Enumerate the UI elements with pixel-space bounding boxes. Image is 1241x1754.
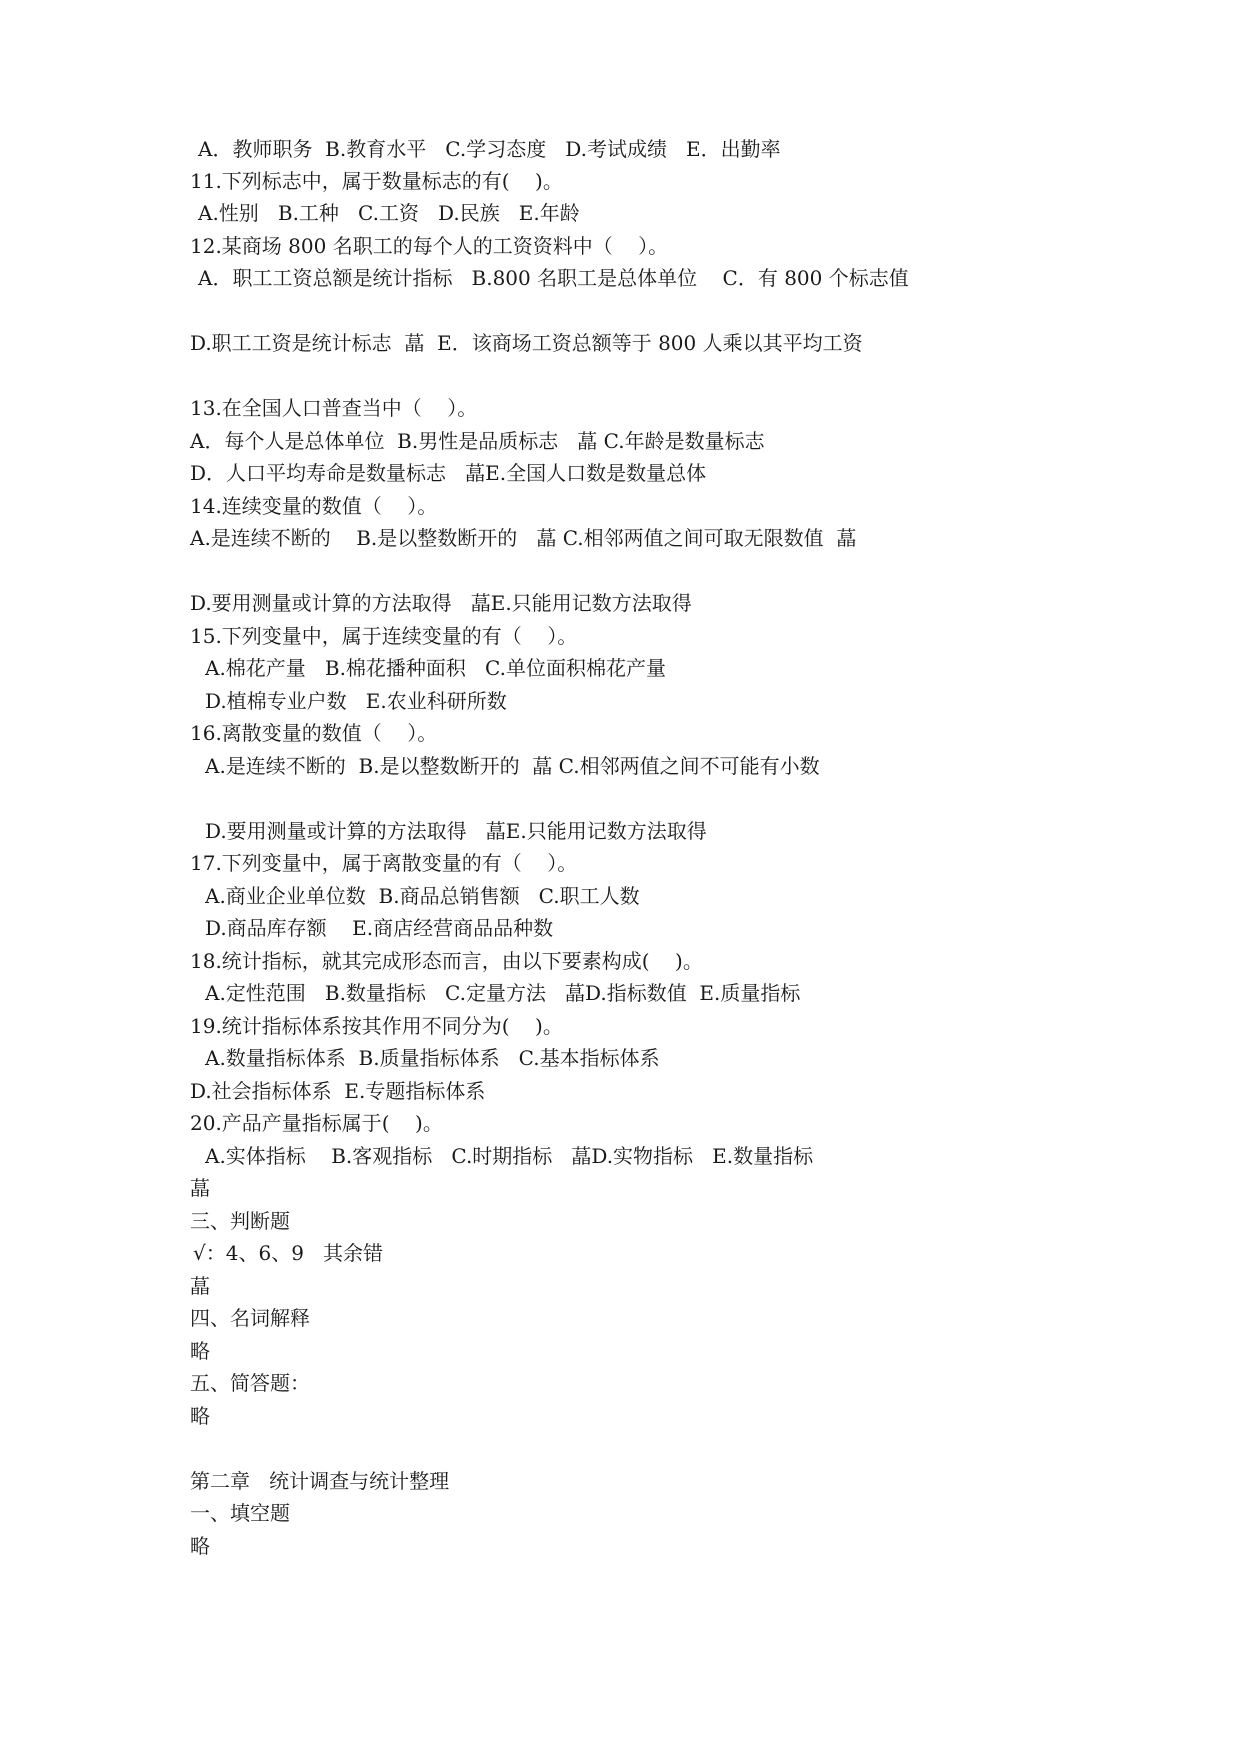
q11-question: 11.下列标志中，属于数量标志的有( )。 xyxy=(190,169,563,193)
q19-options-line2: D.社会指标体系 E.专题指标体系 xyxy=(190,1079,486,1103)
q10-options: A．教师职务 B.教育水平 C.学习态度 D.考试成绩 E．出勤率 xyxy=(198,137,781,161)
stray-glyph: 蕌 xyxy=(190,1176,210,1200)
section-heading-short-answer: 五、简答题： xyxy=(190,1371,310,1395)
q20-question: 20.产品产量指标属于( )。 xyxy=(190,1111,443,1135)
q14-options-line1: A.是连续不断的 B.是以整数断开的 蕌 C.相邻两值之间可取无限数值 蕌 xyxy=(190,526,857,550)
q14-options-line2: D.要用测量或计算的方法取得 蕌E.只能用记数方法取得 xyxy=(190,591,692,615)
q12-options-line1: A．职工工资总额是统计指标 B.800 名职工是总体单位 C．有 800 个标志值 xyxy=(198,266,909,290)
q13-question: 13.在全国人口普查当中（ ）。 xyxy=(190,396,478,420)
q15-options-line1: A.棉花产量 B.棉花播种面积 C.单位面积棉花产量 xyxy=(205,656,666,680)
section-heading-true-false: 三、判断题 xyxy=(190,1209,290,1233)
fill-blank-answer: 略 xyxy=(190,1534,210,1558)
q16-options-line1: A.是连续不断的 B.是以整数断开的 蕌 C.相邻两值之间不可能有小数 xyxy=(205,754,820,778)
q12-question: 12.某商场 800 名职工的每个人的工资资料中（ ）。 xyxy=(190,234,669,258)
q18-options: A.定性范围 B.数量指标 C.定量方法 蕌D.指标数值 E.质量指标 xyxy=(205,981,801,1005)
short-answer-answer: 略 xyxy=(190,1404,210,1428)
chapter-title: 第二章 统计调查与统计整理 xyxy=(190,1469,450,1493)
q16-options-line2: D.要用测量或计算的方法取得 蕌E.只能用记数方法取得 xyxy=(205,819,707,843)
q17-options-line2: D.商品库存额 E.商店经营商品品种数 xyxy=(205,916,554,940)
q15-options-line2: D.植棉专业户数 E.农业科研所数 xyxy=(205,689,507,713)
q19-question: 19.统计指标体系按其作用不同分为( )。 xyxy=(190,1014,563,1038)
q16-question: 16.离散变量的数值（ ）。 xyxy=(190,721,438,745)
section-heading-terms: 四、名词解释 xyxy=(190,1306,310,1330)
q12-options-line2: D.职工工资是统计标志 蕌 E．该商场工资总额等于 800 人乘以其平均工资 xyxy=(190,331,863,355)
terms-answer: 略 xyxy=(190,1339,210,1363)
q13-options-line2: D．人口平均寿命是数量标志 蕌E.全国人口数是数量总体 xyxy=(190,461,707,485)
q14-question: 14.连续变量的数值（ ）。 xyxy=(190,494,438,518)
q13-options-line1: A．每个人是总体单位 B.男性是品质标志 蕌 C.年龄是数量标志 xyxy=(190,429,765,453)
section-heading-fill-blank: 一、填空题 xyxy=(190,1501,290,1525)
q20-options: A.实体指标 B.客观指标 C.时期指标 蕌D.实物指标 E.数量指标 xyxy=(205,1144,814,1168)
stray-glyph: 蕌 xyxy=(190,1274,210,1298)
q18-question: 18.统计指标，就其完成形态而言，由以下要素构成( )。 xyxy=(190,949,703,973)
q17-options-line1: A.商业企业单位数 B.商品总销售额 C.职工人数 xyxy=(205,884,640,908)
q11-options: A.性别 B.工种 C.工资 D.民族 E.年龄 xyxy=(198,201,580,225)
q15-question: 15.下列变量中，属于连续变量的有（ ）。 xyxy=(190,624,578,648)
true-false-answer: √：4、6、9 其余错 xyxy=(193,1241,383,1265)
q19-options-line1: A.数量指标体系 B.质量指标体系 C.基本指标体系 xyxy=(205,1046,660,1070)
q17-question: 17.下列变量中，属于离散变量的有（ ）。 xyxy=(190,851,578,875)
